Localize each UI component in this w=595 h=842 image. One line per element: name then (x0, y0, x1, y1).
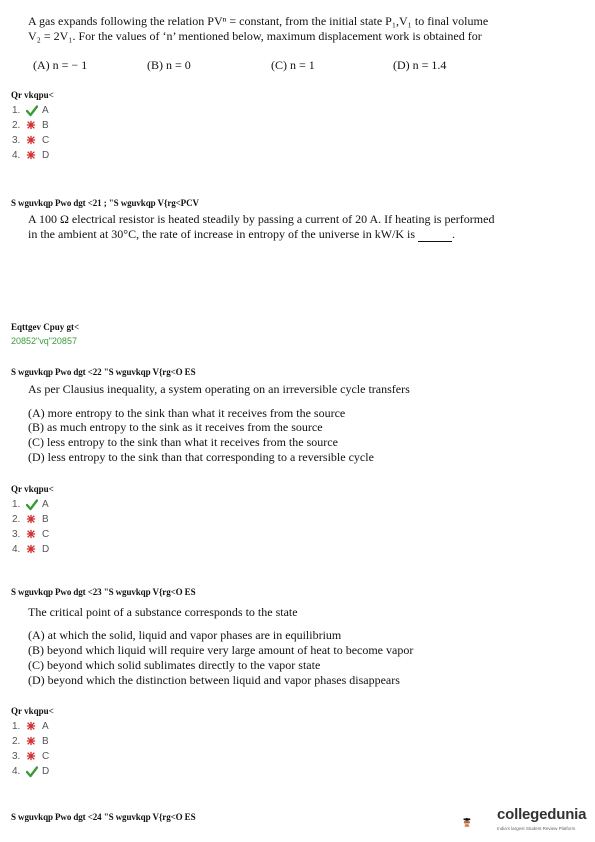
q4-choice-a: (A) at which the solid, liquid and vapor phases are in equilibrium (28, 628, 342, 642)
option-letter: D (42, 766, 50, 777)
option-letter: D (42, 150, 50, 161)
q3-choice-b: (B) as much entropy to the sink as it receives from the source (28, 420, 323, 434)
q4-header: S wguvkqp Pwo dgt <23 "S wguvkqp V{rg<O ES (11, 587, 196, 597)
checkmark-icon (26, 766, 38, 778)
answer-blank (418, 230, 452, 242)
option-number: 2. (12, 120, 21, 131)
option-number: 1. (12, 721, 21, 732)
option-letter: C (42, 529, 50, 540)
option-letter: A (42, 499, 49, 510)
q5-header: S wguvkqp Pwo dgt <24 "S wguvkqp V{rg<O ES (11, 812, 196, 822)
option-letter: B (42, 514, 49, 525)
q2-answer: 20852"vq"20857 (11, 336, 77, 346)
q1-choice-a: (A) n = − 1 (33, 58, 88, 72)
cross-icon (26, 736, 38, 748)
option-number: 3. (12, 529, 21, 540)
option-row (12, 765, 49, 778)
option-row (12, 134, 49, 147)
option-letter: A (42, 105, 49, 116)
q4-choice-b: (B) beyond which liquid will require very large amount of heat to become vapor (28, 643, 414, 657)
q1-choice-b: (B) n = 0 (147, 58, 191, 72)
cross-icon (26, 514, 38, 526)
q4-choice-c: (C) beyond which solid sublimates directly to the vapor state (28, 658, 321, 672)
option-letter: A (42, 721, 49, 732)
option-number: 2. (12, 514, 21, 525)
collegedunia-logo-icon (462, 805, 498, 839)
option-letter: B (42, 736, 49, 747)
option-number: 4. (12, 766, 21, 777)
q4-stem: The critical point of a substance corresponds to the state (28, 605, 298, 619)
option-number: 1. (12, 499, 21, 510)
option-row (12, 513, 49, 526)
q3-choice-a: (A) more entropy to the sink than what it receives from the source (28, 406, 346, 420)
option-number: 2. (12, 736, 21, 747)
q1-line2: V₂ = 2V₁. For the values of ‘n’ mentioned below, maximum displacement work is obtained for (28, 29, 482, 43)
option-letter: C (42, 751, 50, 762)
option-letter: D (42, 544, 50, 555)
cross-icon (26, 721, 38, 733)
q1-line1: A gas expands following the relation PVⁿ = constant, from the initial state P₁,V₁ to final volume (28, 14, 489, 28)
option-letter: B (42, 120, 49, 131)
q3-stem: As per Clausius inequality, a system operating on an irreversible cycle transfers (28, 382, 410, 396)
logo-tagline: India's largest Student Review Platform (497, 826, 576, 831)
checkmark-icon (26, 105, 38, 117)
q4-choice-d: (D) beyond which the distinction between liquid and vapor phases disappears (28, 673, 400, 687)
q3-options-title: Qr vkqpu< (11, 484, 54, 494)
q2-header: S wguvkqp Pwo dgt <21 ; "S wguvkqp V{rg<PCV (11, 198, 199, 208)
q1-options-title: Qr vkqpu< (11, 90, 54, 100)
cross-icon (26, 120, 38, 132)
option-row (12, 119, 49, 132)
option-row (12, 720, 49, 733)
option-row (12, 528, 49, 541)
cross-icon (26, 751, 38, 763)
q2-line2: in the ambient at 30°C, the rate of increase in entropy of the universe in kW/K is . (28, 227, 456, 241)
option-row (12, 750, 49, 763)
cross-icon (26, 150, 38, 162)
cross-icon (26, 529, 38, 541)
option-row (12, 543, 49, 556)
option-row (12, 498, 49, 511)
cross-icon (26, 135, 38, 147)
logo-name: collegedunia (497, 806, 587, 823)
option-number: 4. (12, 544, 21, 555)
q3-header: S wguvkqp Pwo dgt <22 "S wguvkqp V{rg<O ES (11, 367, 196, 377)
q4-options-title: Qr vkqpu< (11, 706, 54, 716)
q3-choice-c: (C) less entropy to the sink than what it receives from the source (28, 435, 338, 449)
option-number: 3. (12, 751, 21, 762)
q2-line1: A 100 Ω electrical resistor is heated steadily by passing a current of 20 A. If heating is performed (28, 212, 495, 226)
q2-line2-text: in the ambient at 30°C, the rate of increase in entropy of the universe in kW/K is (28, 227, 416, 241)
option-number: 3. (12, 135, 21, 146)
option-row (12, 149, 49, 162)
checkmark-icon (26, 499, 38, 511)
q3-choice-d: (D) less entropy to the sink than that corresponding to a reversible cycle (28, 450, 374, 464)
q1-choice-c: (C) n = 1 (271, 58, 315, 72)
option-number: 1. (12, 105, 21, 116)
option-letter: C (42, 135, 50, 146)
q2-answer-title: Eqttgev Cpuy gt< (11, 322, 80, 332)
q1-choice-d: (D) n = 1.4 (393, 58, 447, 72)
cross-icon (26, 544, 38, 556)
option-row (12, 104, 49, 117)
option-number: 4. (12, 150, 21, 161)
option-row (12, 735, 49, 748)
